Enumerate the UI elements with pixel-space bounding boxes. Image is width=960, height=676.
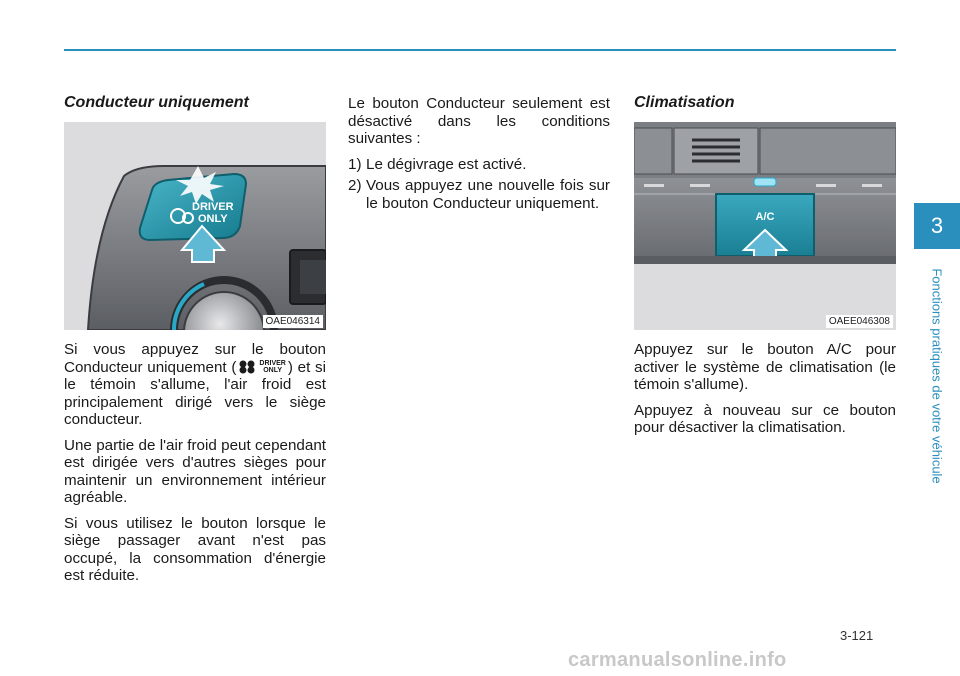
condition-list — [348, 156, 610, 213]
figure-driver-only-button — [64, 122, 326, 330]
page-number: 3-121 — [840, 628, 874, 643]
ac-illustration — [634, 122, 896, 330]
figure-code-left: OAE046314 — [263, 315, 324, 328]
driver-only-inline-icon — [238, 360, 285, 374]
driver-label-line1: DRIVER — [192, 201, 234, 213]
driver-only-illustration — [64, 122, 326, 330]
list-item — [348, 177, 610, 212]
list-item-number: 2) — [348, 177, 362, 194]
inline-icon-line1: DRIVER — [259, 360, 286, 368]
left-paragraph-1 — [64, 341, 326, 429]
left-paragraph-2: Une partie de l'air froid peut cependant est dirigée vers d'autres sièges pour maintenir un environnement intérieur agréable. — [64, 436, 326, 506]
right-paragraph-2: Appuyez à nouveau sur ce bouton pour désactiver la climatisation. — [634, 401, 896, 436]
middle-intro: Le bouton Conducteur seulement est désactivé dans les conditions suivantes : — [348, 95, 610, 147]
top-rule — [64, 49, 896, 51]
chapter-tab: 3 — [914, 203, 960, 249]
left-para1-after: ) et si le témoin s'allume, l'air froid est principalement dirigé vers le siège conducteur. — [64, 358, 326, 428]
inline-icon-line2: ONLY — [263, 367, 283, 375]
left-paragraph-3: Si vous utilisez le bouton lorsque le siège passager avant n'est pas occupé, la consommation d'énergie est réduite. — [64, 514, 326, 584]
list-item-number: 1) — [348, 155, 362, 173]
list-item-text: Vous appuyez une nouvelle fois sur le bouton Conducteur uniquement. — [366, 177, 610, 212]
chapter-title: Fonctions pratiques de votre véhicule — [929, 268, 945, 484]
heading-conducteur-uniquement: Conducteur uniquement — [64, 94, 249, 111]
right-text-column — [634, 341, 896, 445]
heading-climatisation: Climatisation — [634, 94, 735, 111]
middle-text-column — [348, 95, 610, 216]
right-paragraph-1: Appuyez sur le bouton A/C pour activer le système de climatisation (le témoin s'allume). — [634, 341, 896, 393]
list-item-text: Le dégivrage est activé. — [366, 155, 527, 173]
figure-ac-button — [634, 122, 896, 330]
fan-icon — [238, 360, 256, 374]
figure-code-right: OAEE046308 — [826, 315, 893, 328]
left-text-column — [64, 341, 326, 593]
watermark: carmanualsonline.info — [568, 649, 787, 671]
ac-label: A/C — [755, 211, 775, 223]
left-para1-before: Si vous appuyez sur le bouton Conducteur uniquement ( — [64, 341, 326, 376]
list-item — [348, 156, 610, 174]
driver-label-line2: ONLY — [198, 213, 228, 225]
